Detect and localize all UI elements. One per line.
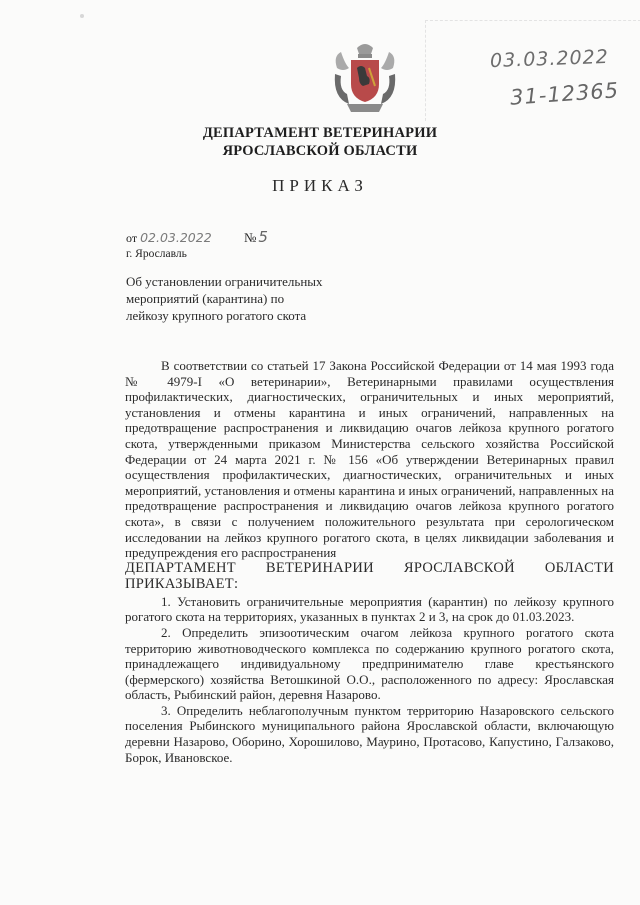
subject-line: Об установлении ограничительных	[126, 274, 323, 289]
city-label: г. Ярославль	[126, 248, 187, 260]
order-subject	[126, 273, 323, 324]
order-body	[125, 358, 614, 765]
department-name-line2: ЯРОСЛАВСКОЙ ОБЛАСТИ	[222, 143, 418, 159]
preamble-paragraph: В соответствии со статьей 17 Закона Российской Федерации от 14 мая 1993 года № 4979-I «О ветеринарии», Ветеринарными правилами осуществления профилактических, диагностических, ограничительных и иных мероприятий, установления и отмены карантина и иных ограничений, направленных на предотвращение распространения и ликвидацию очагов лейкоза крупного рогатого скота, утвержденными приказом Министерства сельского хозяйства Российской Федерации от 24 марта 2021 г. № 156 «Об утверждении Ветеринарных правил осуществления профилактических, диагностических, ограничительных и иных мероприятий, установления и отмены карантина и иных ограничений, направленных на предотвращение распространения и ликвидацию очагов лейкоза крупного рогатого скота», в связи с получением положительного результата при серологическом исследовании на лейкоз крупного рогатого скота, в целях ликвидации заболевания и предупреждения его распространения	[125, 358, 614, 561]
order-item-3: 3. Определить неблагополучным пунктом территорию Назаровского сельского поселения Рыбинского муниципального района Ярославской области, включающую деревни Назарово, Оборино, Хорошилово, Маурино, Протасово, Капустино, Галзаково, Борок, Ивановское.	[125, 702, 614, 765]
order-item-1: 1. Установить ограничительные мероприятия (карантин) по лейкозу крупного рогатого скота на территориях, указанных в пунктах 2 и 3, на срок до 01.03.2023.	[125, 593, 614, 625]
department-header-inline: ДЕПАРТАМЕНТ ВЕТЕРИНАРИИ ЯРОСЛАВСКОЙ ОБЛАСТИ	[125, 559, 614, 576]
number-value: 5	[258, 228, 268, 246]
coat-of-arms-emblem	[331, 38, 399, 118]
subject-line: мероприятий (карантина) по	[126, 291, 285, 306]
date-prefix: от	[126, 231, 138, 245]
document-type-title: ПРИКАЗ	[272, 176, 368, 195]
number-prefix: №	[244, 230, 257, 245]
department-name-line1: ДЕПАРТАМЕНТ ВЕТЕРИНАРИИ	[202, 125, 438, 141]
orders-word: ПРИКАЗЫВАЕТ:	[125, 575, 239, 592]
order-date	[126, 230, 212, 246]
order-number	[244, 228, 268, 246]
stamp-number: 31-12365	[509, 78, 620, 110]
order-item-2: 2. Определить эпизоотическим очагом лейкоза крупного рогатого скота территорию животноводческого комплекса по содержанию крупного рогатого скота, принадлежащего индивидуальному предпринимателю главе крестьянского (фермерского) хозяйства Ветошкиной О.О., расположенного по адресу: Ярославская область, Рыбинский район, деревня Назарово.	[125, 624, 614, 703]
date-value: 02.03.2022	[140, 230, 212, 245]
subject-line: лейкозу крупного рогатого скота	[126, 308, 307, 323]
scan-speck	[80, 14, 84, 18]
stamp-date: 03.03.2022	[489, 45, 610, 73]
